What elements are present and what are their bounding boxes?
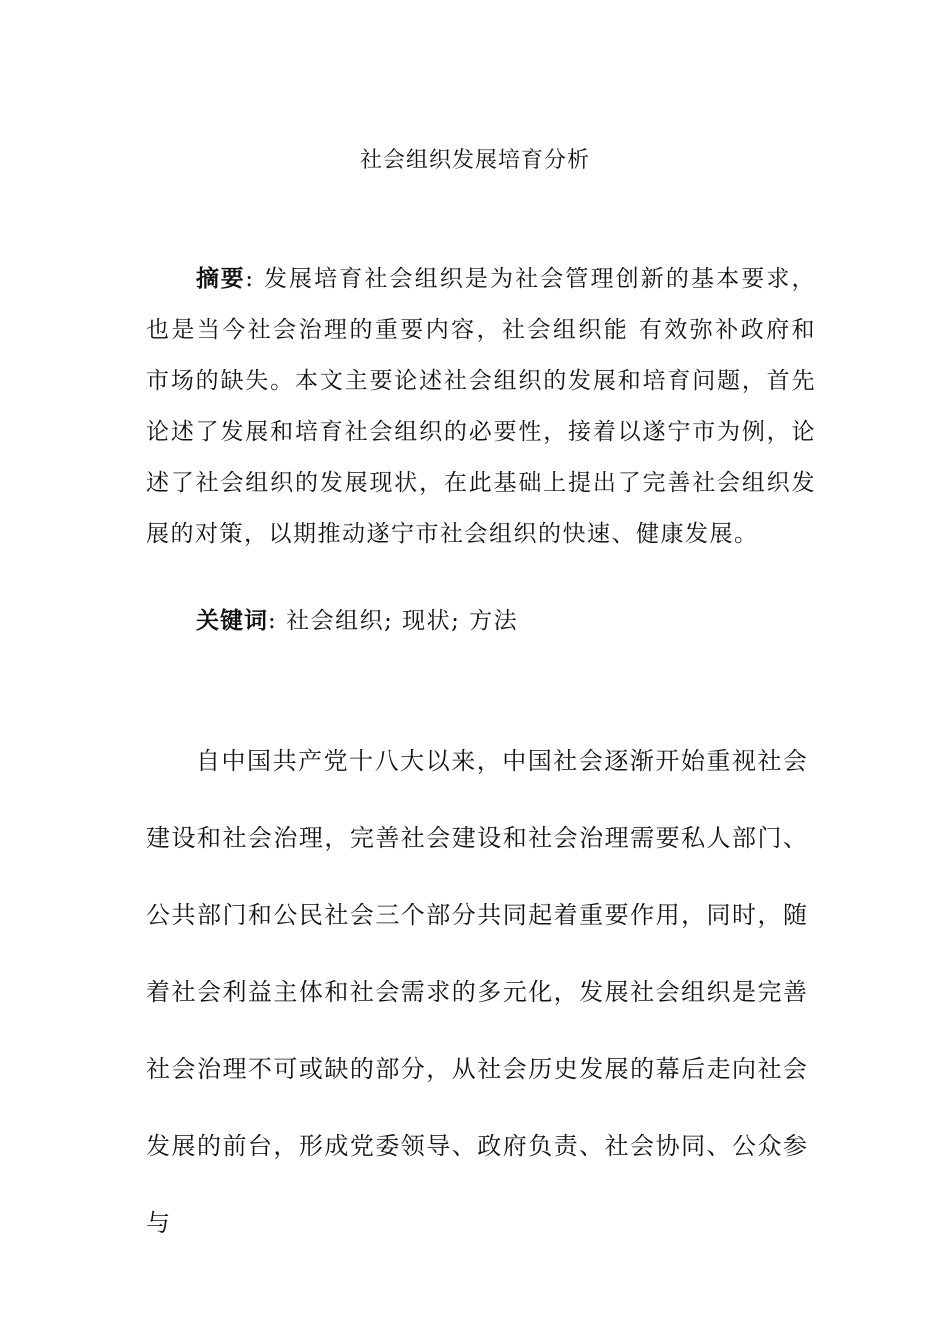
abstract-separator: : <box>245 266 255 292</box>
abstract-text: 发展培育社会组织是为社会管理创新的基本要求，也是当今社会治理的重要内容，社会组织能 有效弥补政府和市场的缺失。本文主要论述社会组织的发展和培育问题，首先论述了发展和培育社会组织的必要性，接着以遂宁市为例，论述了社会组织的发展现状，在此基础上提出了完善社会组织发展的对策，以期推动遂宁市社会组织的快速、健康发展。 <box>146 266 817 547</box>
keywords-text: 社会组织; 现状; 方法 <box>286 608 519 634</box>
keywords-label: 关键词 <box>196 608 268 634</box>
document-title: 社会组织发展培育分析 <box>359 148 590 173</box>
keywords-line <box>196 601 816 641</box>
body-paragraph: 自中国共产党十八大以来，中国社会逐渐开始重视社会建设和社会治理，完善社会建设和社会治理需要私人部门、公共部门和公民社会三个部分共同起着重要作用，同时，随着社会利益主体和社会需求的多元化，发展社会组织是完善社会治理不可或缺的部分，从社会历史发展的幕后走向社会发展的前台，形成党委领导、政府负责、社会协同、公众参与 <box>146 747 808 1237</box>
keywords-separator: : <box>268 608 278 634</box>
abstract-paragraph <box>146 254 816 560</box>
abstract-label: 摘要 <box>196 266 246 292</box>
